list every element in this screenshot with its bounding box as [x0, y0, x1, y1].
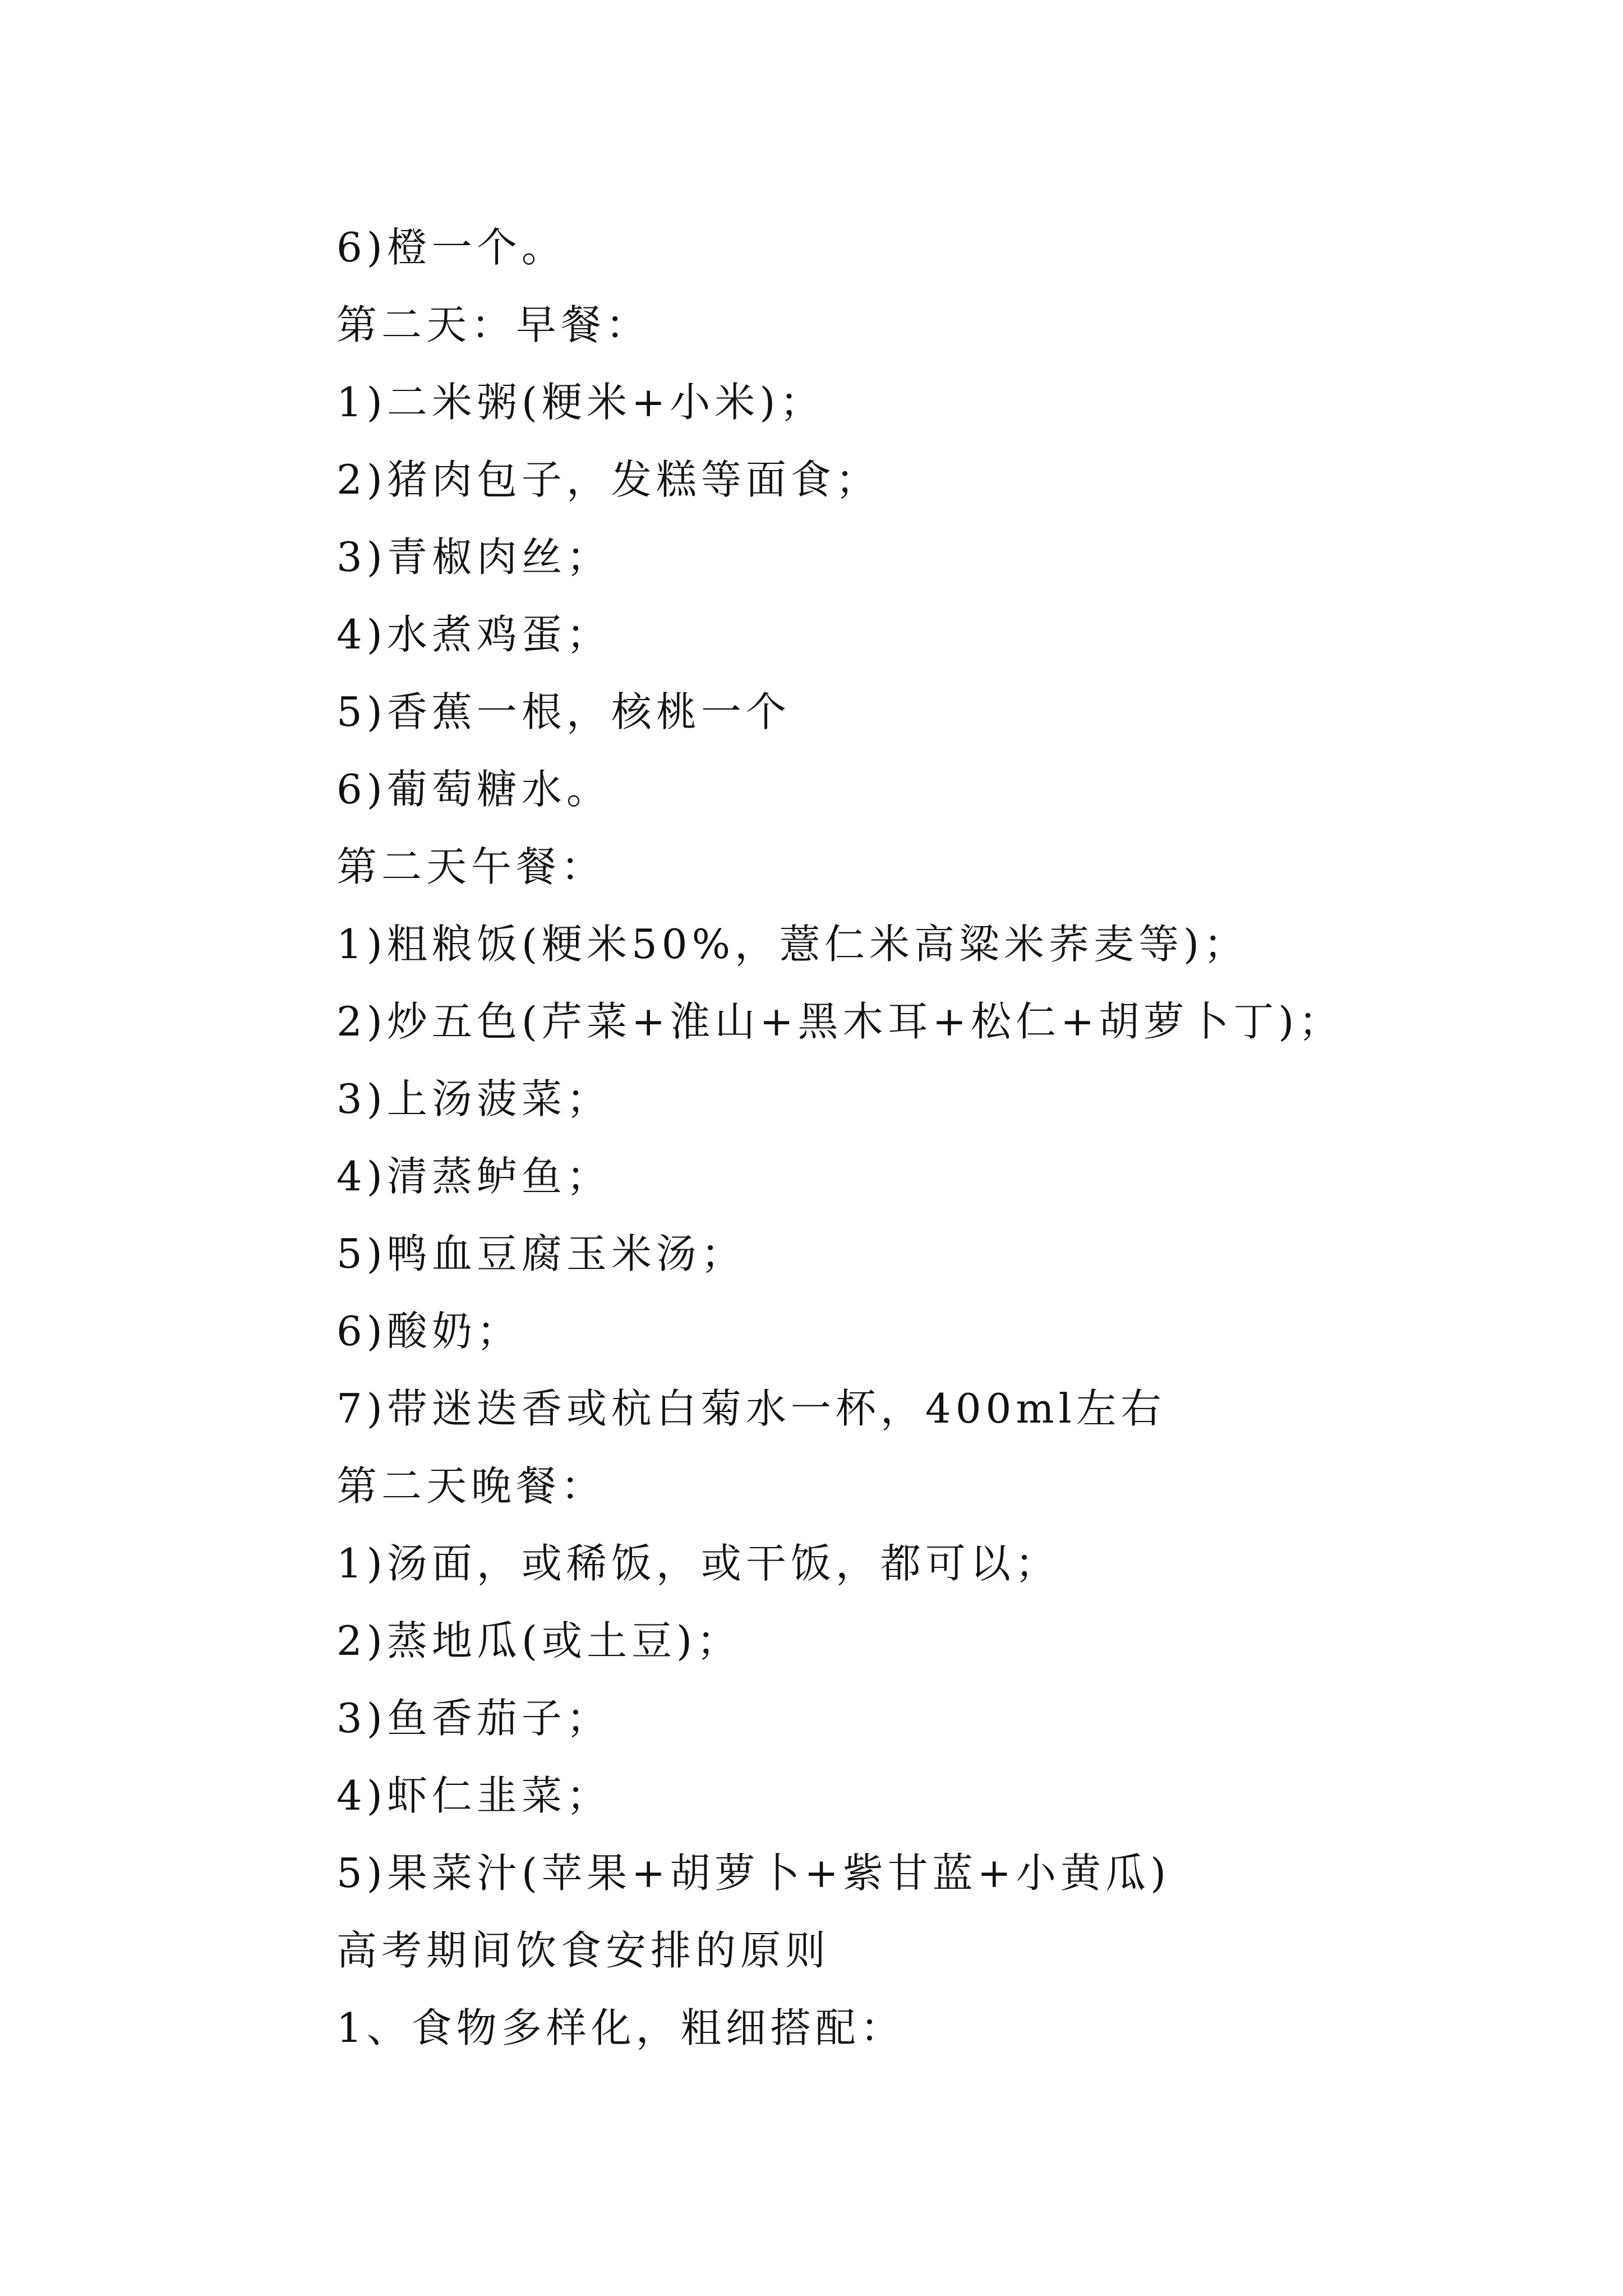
section-heading: 第二天晚餐：: [336, 1462, 606, 1510]
text-line: 5)香蕉一根，核桃一个: [336, 688, 791, 735]
document-body: [336, 209, 1458, 2067]
text-line: 3)青椒肉丝；: [336, 533, 611, 581]
text-line: 2)蒸地瓜(或土豆)；: [336, 1617, 742, 1664]
text-line: 4)水煮鸡蛋；: [336, 611, 611, 658]
text-line: 7)带迷迭香或杭白菊水一杯，400ml左右: [336, 1385, 1166, 1432]
text-line: 3)鱼香茄子；: [336, 1695, 611, 1742]
text-line: 4)清蒸鲈鱼；: [336, 1153, 611, 1200]
text-line: 5)鸭血豆腐玉米汤；: [336, 1230, 746, 1277]
text-line: 3)上汤菠菜；: [336, 1075, 611, 1122]
text-line: 2)猪肉包子，发糕等面食；: [336, 456, 880, 503]
section-heading: 第二天午餐：: [336, 843, 606, 890]
text-line: 1)粗粮饭(粳米50%，薏仁米高粱米荞麦等)；: [336, 921, 1249, 968]
text-line: 6)橙一个。: [336, 224, 566, 271]
text-line: 4)虾仁韭菜；: [336, 1772, 611, 1819]
text-line: 2)炒五色(芹菜+淮山+黑木耳+松仁+胡萝卜丁)；: [336, 998, 1344, 1045]
section-heading: 第二天：早餐：: [336, 301, 651, 348]
text-line: 1)二米粥(粳米+小米)；: [336, 379, 825, 426]
section-heading: 高考期间饮食安排的原则: [336, 1927, 831, 1974]
text-line: 1、食物多样化，粗细搭配：: [336, 2004, 905, 2051]
text-line: 1)汤面，或稀饭，或干饭，都可以；: [336, 1540, 1060, 1587]
text-line: 5)果菜汁(苹果+胡萝卜+紫甘蓝+小黄瓜): [336, 1849, 1171, 1897]
text-line: 6)葡萄糖水。: [336, 766, 611, 813]
text-line: 6)酸奶；: [336, 1308, 522, 1355]
